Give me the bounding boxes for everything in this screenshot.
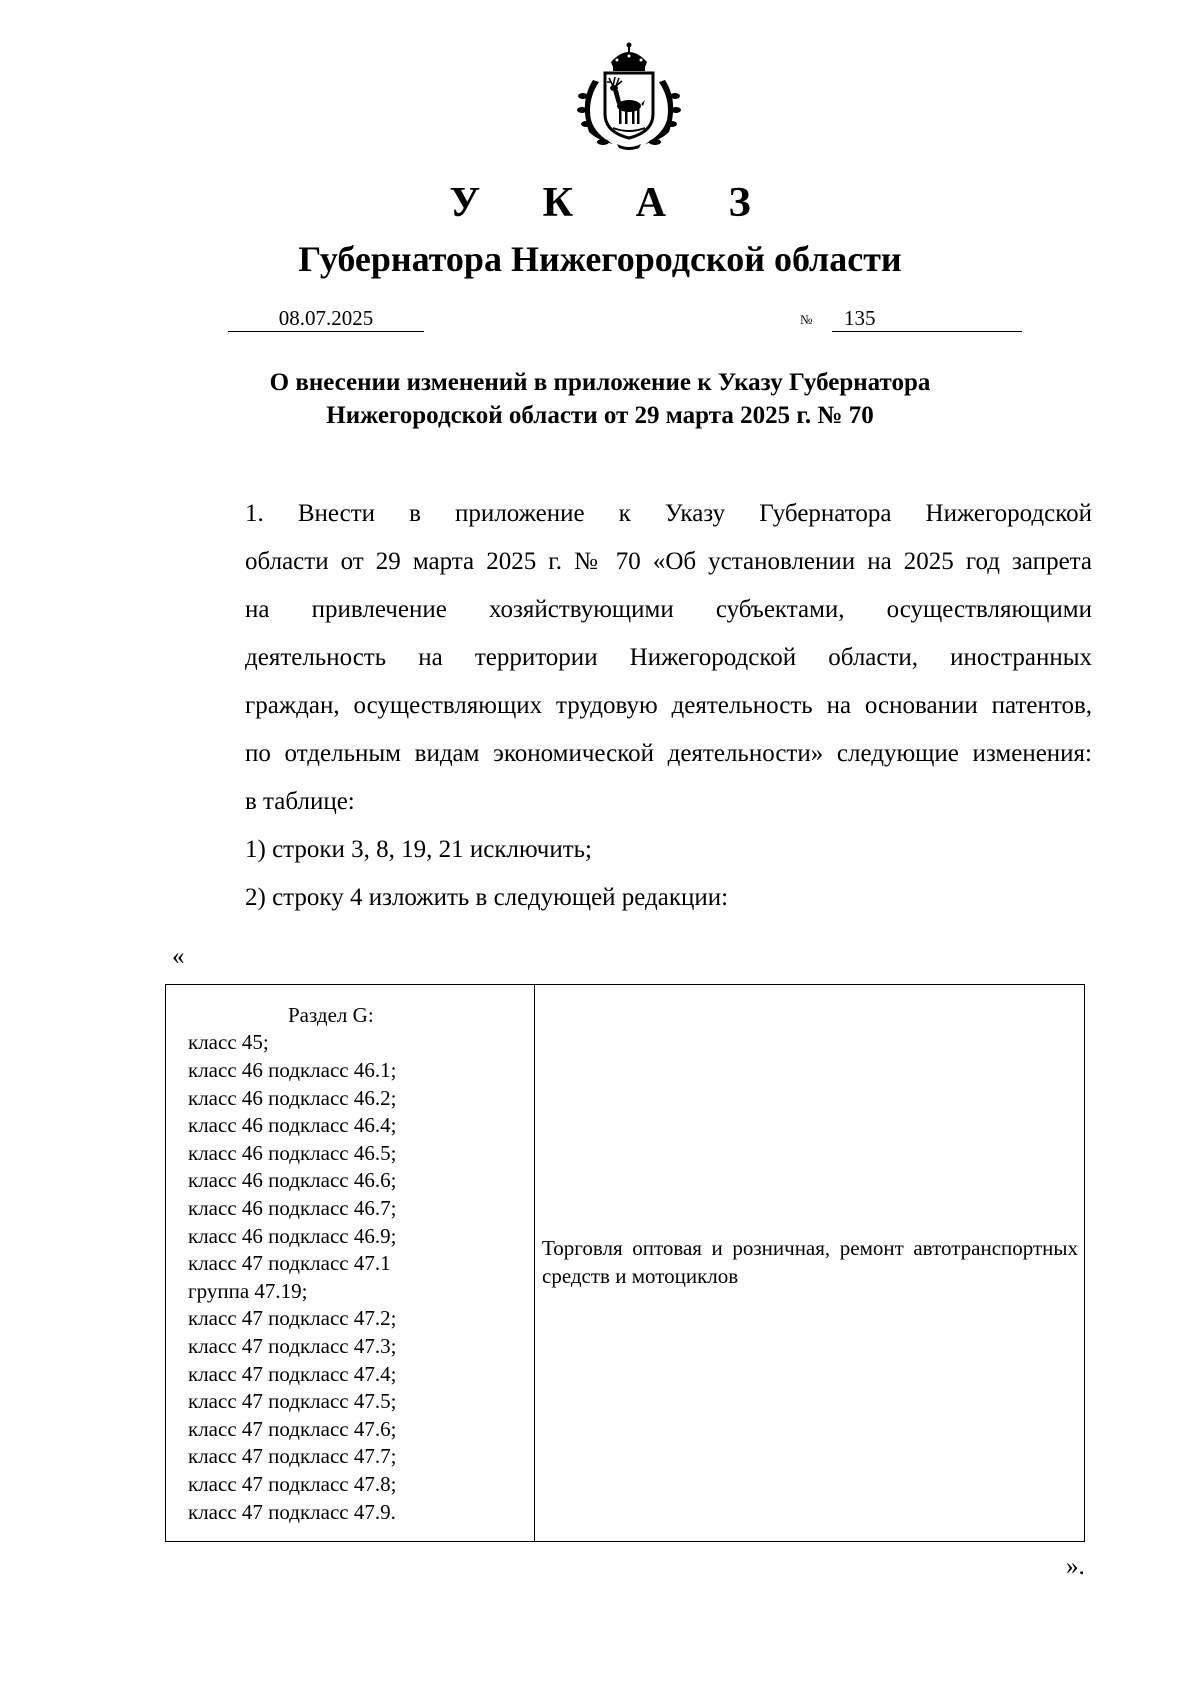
crown-icon [611,43,647,72]
paragraph-line: граждан, осуществляющих трудовую деятельность на основании патентов, [245,692,1092,719]
code-item: класс 47 подкласс 47.4; [188,1361,397,1386]
code-item: класс 46 подкласс 46.6; [188,1168,397,1193]
code-item: класс 47 подкласс 47.5; [188,1389,397,1414]
document-subtitle: Губернатора Нижегородской области [298,239,902,279]
paragraph-line: 1. Внести в приложение к Указу Губернатора Нижегородской [245,500,1092,527]
paragraph-line: по отдельным видам экономической деятельности» следующие изменения: [245,740,1092,767]
code-item: класс 47 подкласс 47.8; [188,1471,397,1496]
coat-of-arms-emblem [573,40,685,150]
code-item: класс 46 подкласс 46.5; [188,1140,397,1165]
code-item: класс 47 подкласс 47.3; [188,1333,397,1358]
paragraph-line: области от 29 марта 2025 г. № 70 «Об установлении на 2025 год запрета [245,548,1092,575]
code-item: класс 46 подкласс 46.1; [188,1058,397,1083]
code-item: класс 47 подкласс 47.2; [188,1306,397,1331]
activity-description: Торговля оптовая и розничная, ремонт автотранспортных средств и мотоциклов [542,1236,1078,1288]
opening-quote: « [172,943,185,970]
shield-icon [605,73,653,138]
document-title: У К А З [449,180,777,226]
code-item: класс 46 подкласс 46.2; [188,1085,397,1110]
item-2: 2) строку 4 изложить в следующей редакции: [245,884,729,911]
code-item: класс 46 подкласс 46.4; [188,1113,397,1138]
in-table-line: в таблице: [245,788,355,815]
code-item: класс 45; [188,1030,269,1055]
document-date: 08.07.2025 [228,305,424,332]
code-item: класс 47 подкласс 47.6; [188,1416,397,1441]
paragraph-line: деятельность на территории Нижегородской области, иностранных [245,644,1092,671]
heading-line: Нижегородской области от 29 марта 2025 г. № 70 [326,402,874,429]
closing-quote: ». [1066,1553,1085,1580]
code-item: класс 46 подкласс 46.7; [188,1196,397,1221]
number-label: № [800,312,813,327]
section-label: Раздел G: [288,1002,374,1027]
description-cell [535,985,1085,1542]
item-1: 1) строки 3, 8, 19, 21 исключить; [245,836,592,863]
codes-table [165,984,1085,1542]
code-item: группа 47.19; [188,1278,308,1303]
document-number: 135 [832,305,1022,332]
paragraph-line: на привлечение хозяйствующими субъектами, осуществляющими [245,596,1092,623]
codes-cell [166,985,535,1542]
document-heading [0,366,1200,432]
code-item: класс 47 подкласс 47.1 [188,1251,391,1276]
code-item: класс 47 подкласс 47.7; [188,1444,397,1469]
paragraph-1 [173,490,1092,778]
heading-line: О внесении изменений в приложение к Указу Губернатора [269,369,931,396]
table-row [166,985,1085,1542]
code-item: класс 47 подкласс 47.9. [188,1499,396,1524]
code-item: класс 46 подкласс 46.9; [188,1223,397,1248]
